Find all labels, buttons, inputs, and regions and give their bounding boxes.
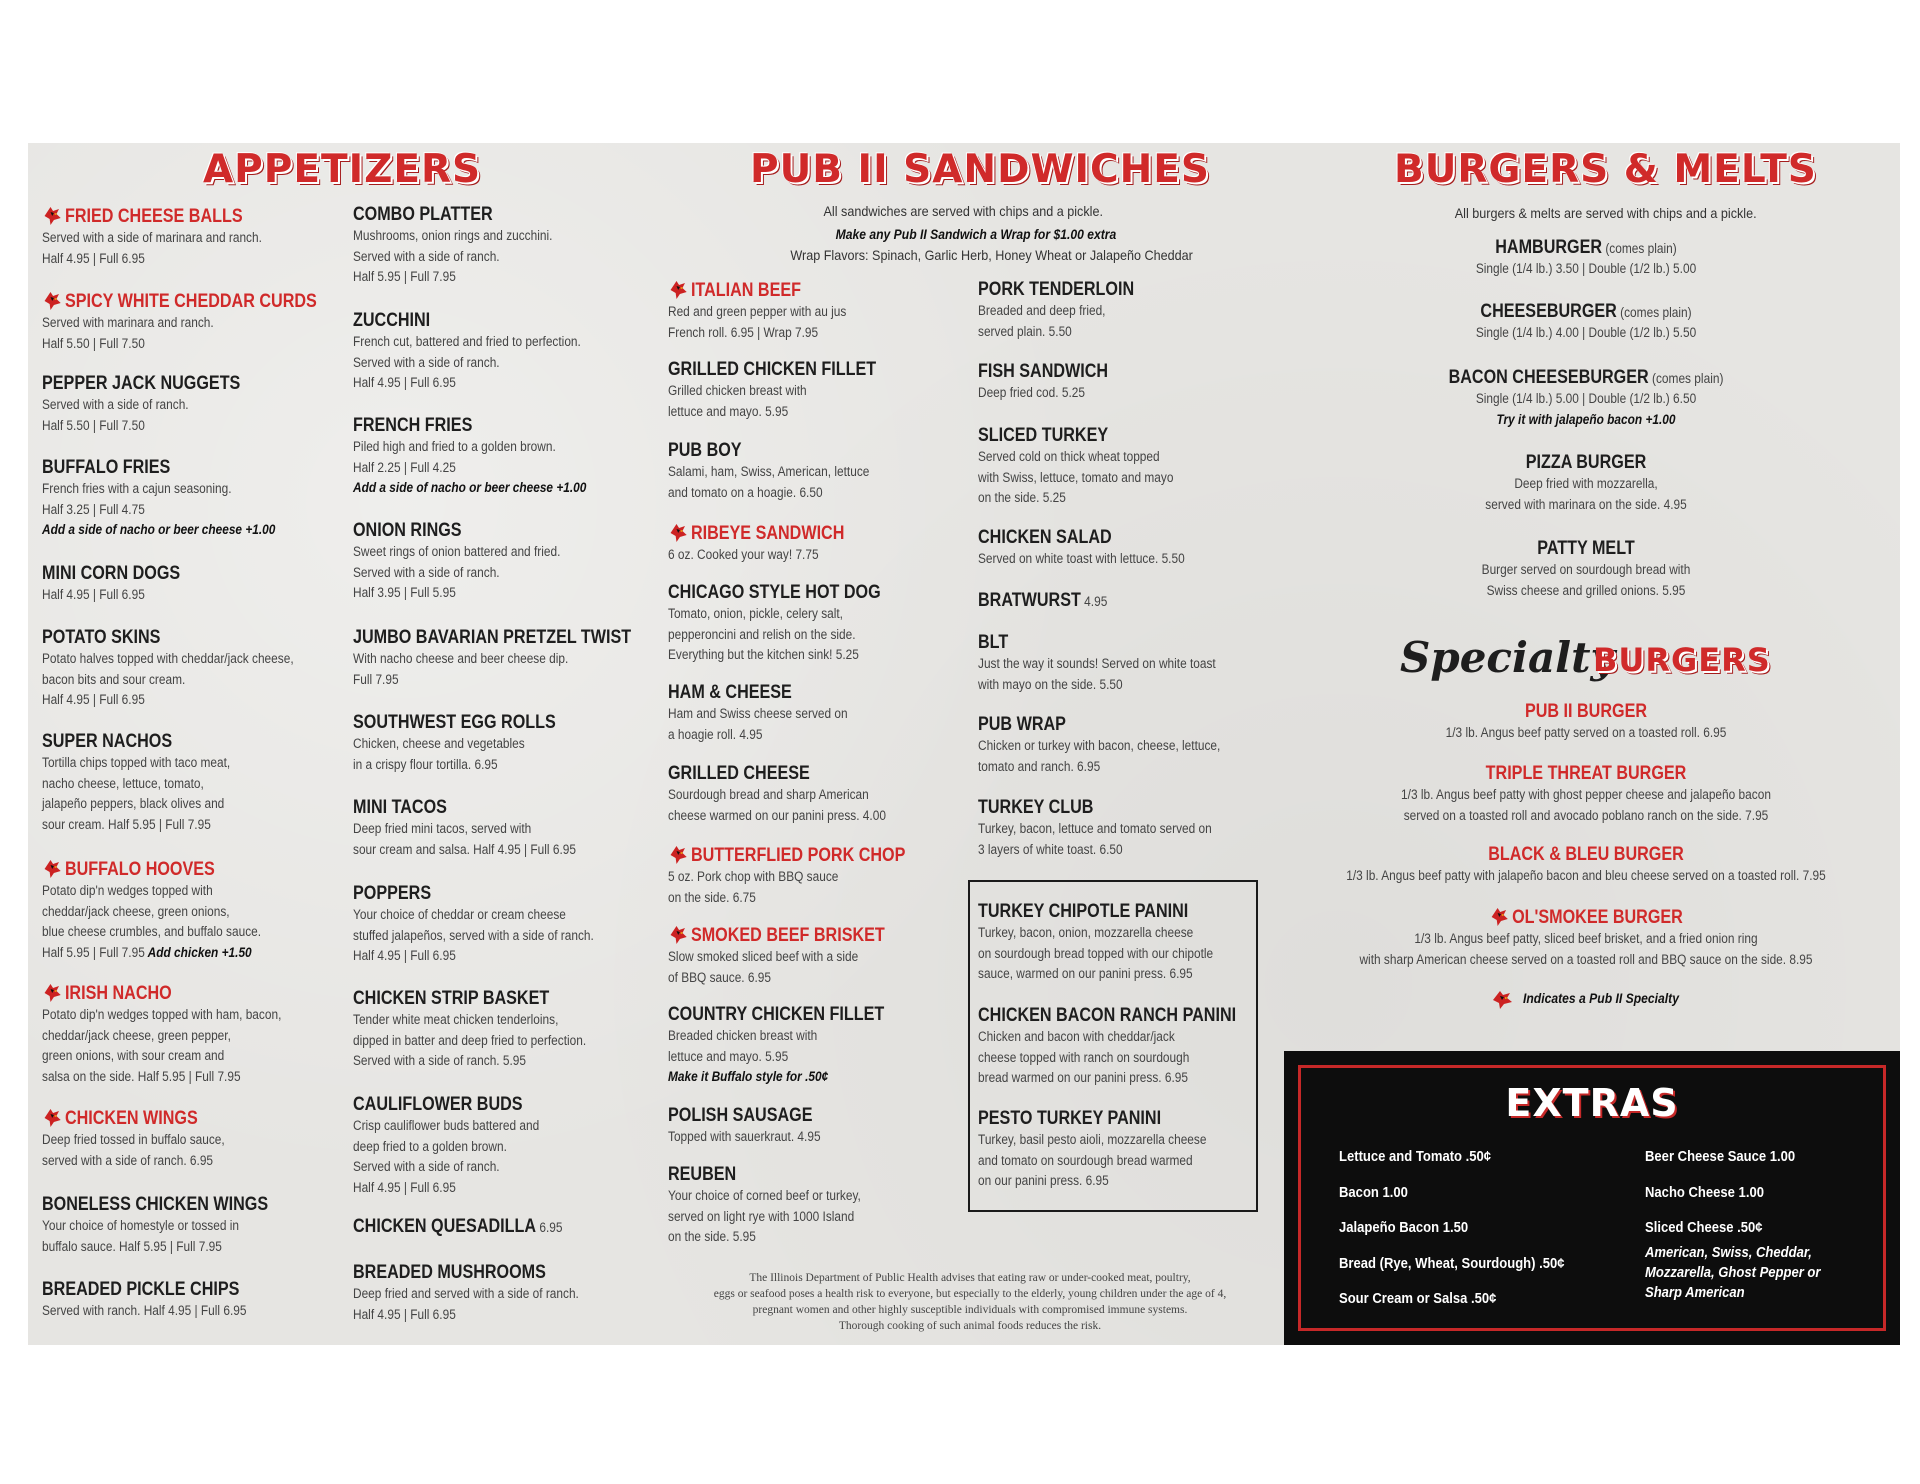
menu-item <box>353 883 627 967</box>
wrap-flavors: Wrap Flavors: Spinach, Garlic Herb, Honey Wheat or Jalapeño Cheddar <box>790 247 1193 263</box>
item-title: RIBEYE SANDWICH <box>690 523 845 544</box>
item-note: (comes plain) <box>1648 370 1724 386</box>
item-name <box>978 279 1134 301</box>
item-description: Tender white meat chicken tenderloins, dipped in batter and deep fried to perfection. Served with a side of ranch. 5.95 <box>353 1012 587 1068</box>
item-name <box>42 627 285 649</box>
item-title: PATTY MELT <box>1537 538 1635 559</box>
item-description: Served on white toast with lettuce. 5.50 <box>978 551 1185 566</box>
item-name <box>353 1216 563 1238</box>
item-name <box>1340 301 1833 323</box>
wrap-note: Make any Pub II Sandwich a Wrap for $1.00 extra <box>835 227 1117 242</box>
burgers-heading: BURGERS & MELTS <box>1394 147 1817 192</box>
cardinal-bird-icon <box>668 278 688 300</box>
item-name <box>668 582 881 604</box>
item-name <box>1340 237 1833 259</box>
item-description: Turkey, bacon, lettuce and tomato served on 3 layers of white toast. 6.50 <box>978 821 1212 857</box>
item-description: Single (1/4 lb.) 3.50 | Double (1/2 lb.) 5.00 <box>1475 261 1697 276</box>
item-description: 1/3 lb. Angus beef patty, sliced beef brisket, and a fried onion ring with sharp American cheese served on a toasted roll and BBQ sauce on the side. 8.95 <box>1359 931 1813 967</box>
item-name <box>668 521 844 545</box>
menu-item <box>668 843 947 908</box>
item-name <box>668 278 840 302</box>
item-description: Chicken and bacon with cheddar/jack cheese topped with ranch on sourdough bread warmed on our panini press. 6.95 <box>978 1029 1190 1085</box>
item-title: PUB II BURGER <box>1524 701 1648 722</box>
cheese-list: American, Swiss, Cheddar, Mozzarella, Ghost Pepper or Sharp American <box>1645 1245 1821 1301</box>
menu-item <box>668 582 918 666</box>
item-description: Just the way it sounds! Served on white toast with mayo on the side. 5.50 <box>978 656 1216 692</box>
menu-item <box>1296 844 1876 887</box>
item-name <box>353 1262 571 1284</box>
cardinal-bird-icon <box>668 521 688 543</box>
item-name <box>1340 367 1833 389</box>
item-description: Single (1/4 lb.) 5.00 | Double (1/2 lb.) 6.50 <box>1475 391 1697 406</box>
item-name <box>353 988 578 1010</box>
item-description: Chicken, cheese and vegetables in a crispy flour tortilla. 6.95 <box>353 736 525 772</box>
menu-item <box>353 520 589 604</box>
extra-item: Bacon 1.00 <box>1339 1185 1408 1201</box>
item-description: With nacho cheese and beer cheese dip. Full 7.95 <box>353 651 569 687</box>
menu-item <box>42 373 275 436</box>
menu-item <box>353 1094 565 1198</box>
specialty-burgers-title: BURGERS <box>1593 641 1771 679</box>
item-title: SMOKED BEEF BRISKET <box>690 925 885 946</box>
item-name <box>353 204 546 226</box>
menu-item <box>42 627 328 711</box>
item-description: Sourdough bread and sharp American cheese warmed on our panini press. 4.00 <box>668 787 886 823</box>
item-title: CHICKEN STRIP BASKET <box>353 988 550 1009</box>
item-title: PUB BOY <box>668 440 742 461</box>
item-title: PESTO TURKEY PANINI <box>978 1108 1162 1129</box>
cardinal-bird-icon <box>668 843 688 865</box>
item-description: Topped with sauerkraut. 4.95 <box>668 1129 821 1144</box>
item-title: PUB WRAP <box>978 714 1066 735</box>
menu-item <box>42 1194 308 1257</box>
item-description: Half 4.95 | Full 6.95 <box>42 587 145 602</box>
extra-item: Beer Cheese Sauce 1.00 <box>1645 1149 1796 1165</box>
health-disclaimer: The Illinois Department of Public Health advises that eating raw or under-cooked meat, poultry, eggs or seafood poses a health risk to everyone, but especially to the elderly, young children under the age of 4, pregnant women and other highly susceptible individuals with compromised immune systems. Thorough cooking of such animal foods reduces the risk. <box>713 1272 1227 1332</box>
item-description: Deep fried cod. 5.25 <box>978 385 1086 400</box>
item-name <box>978 1005 1236 1027</box>
cardinal-bird-icon <box>668 923 688 945</box>
item-name <box>42 857 254 881</box>
menu-item <box>353 204 580 288</box>
item-name <box>668 359 876 381</box>
item-description: Tomato, onion, pickle, celery salt, pepperoncini and relish on the side. Everything but the kitchen sink! 5.25 <box>668 606 859 662</box>
item-name <box>353 520 553 542</box>
cardinal-bird-icon <box>42 289 62 311</box>
item-name <box>668 763 879 785</box>
extra-item: Sour Cream or Salsa .50¢ <box>1339 1291 1497 1307</box>
item-title: FRENCH FRIES <box>353 415 473 436</box>
menu-item <box>42 981 314 1087</box>
menu-item <box>978 1108 1238 1192</box>
item-name <box>978 797 1204 819</box>
item-note: (comes plain) <box>1616 304 1692 320</box>
menu-item <box>42 289 365 354</box>
item-name <box>353 1094 533 1116</box>
item-description: Breaded and deep fried, served plain. 5.50 <box>978 303 1106 339</box>
item-title: COUNTRY CHICKEN FILLET <box>668 1004 885 1025</box>
item-description: Red and green pepper with au jus French roll. 6.95 | Wrap 7.95 <box>668 304 847 340</box>
item-title: OL'SMOKEE BURGER <box>1512 907 1683 928</box>
item-description: Piled high and fried to a golden brown. Half 2.25 | Full 4.25 <box>353 439 556 475</box>
menu-item <box>1296 538 1876 601</box>
item-name <box>1340 763 1833 785</box>
item-title: BUFFALO FRIES <box>42 457 171 478</box>
menu-item <box>1296 237 1876 280</box>
item-description: 6 oz. Cooked your way! 7.75 <box>668 547 819 562</box>
item-description: Potato dip'n wedges topped with ham, bacon, cheddar/jack cheese, green pepper, green onions, with sour cream and salsa on the side. Half 5.95 | Full 7.95 <box>42 1007 282 1084</box>
extra-item: Sliced Cheese .50¢ <box>1645 1220 1763 1236</box>
item-title: COMBO PLATTER <box>353 204 493 225</box>
item-name <box>668 1004 884 1026</box>
item-description: Served with ranch. Half 4.95 | Full 6.95 <box>42 1303 247 1318</box>
item-description: 1/3 lb. Angus beef patty with ghost pepper cheese and jalapeño bacon served on a toasted roll and avocado poblano ranch on the side. 7.95 <box>1401 787 1771 823</box>
item-description: 1/3 lb. Angus beef patty with jalapeño bacon and bleu cheese served on a toasted roll. 7.95 <box>1346 868 1826 883</box>
item-title: CHICKEN WINGS <box>64 1108 198 1129</box>
item-title: PORK TENDERLOIN <box>978 279 1135 300</box>
item-title: IRISH NACHO <box>64 983 172 1004</box>
item-title: GRILLED CHICKEN FILLET <box>668 359 877 380</box>
item-description: Mushrooms, onion rings and zucchini. Served with a side of ranch. Half 5.95 | Full 7.95 <box>353 228 553 284</box>
item-title: SPICY WHITE CHEDDAR CURDS <box>64 291 317 312</box>
menu-item <box>668 521 876 566</box>
item-addon: Try it with jalapeño bacon +1.00 <box>1496 411 1676 427</box>
menu-item <box>1296 452 1876 515</box>
item-note: (comes plain) <box>1602 240 1677 256</box>
item-title: ITALIAN BEEF <box>690 280 802 301</box>
item-title: POTATO SKINS <box>42 627 161 648</box>
item-title: SUPER NACHOS <box>42 731 173 752</box>
item-name <box>353 883 586 905</box>
item-title: ZUCCHINI <box>353 310 431 331</box>
cardinal-bird-icon <box>42 1106 62 1128</box>
item-title: BLT <box>978 632 1009 653</box>
item-description: Deep fried with mozzarella, served with marinara on the side. 4.95 <box>1485 476 1687 512</box>
item-name <box>978 714 1212 736</box>
item-name <box>978 590 1107 612</box>
item-title: BREADED PICKLE CHIPS <box>42 1279 240 1300</box>
item-name <box>42 373 240 395</box>
item-description: Turkey, basil pesto aioli, mozzarella cheese and tomato on sourdough bread warmed on our panini press. 6.95 <box>978 1132 1207 1188</box>
menu-item <box>353 797 606 860</box>
menu-item <box>668 1164 887 1248</box>
item-title: PEPPER JACK NUGGETS <box>42 373 241 394</box>
menu-item <box>42 857 291 963</box>
item-name <box>668 1164 854 1186</box>
extra-item: Lettuce and Tomato .50¢ <box>1339 1149 1492 1165</box>
item-title: POPPERS <box>353 883 432 904</box>
item-description: Tortilla chips topped with taco meat, nacho cheese, lettuce, tomato, jalapeño peppers, black olives and sour cream. Half 5.95 | Full 7.95 <box>42 755 231 832</box>
item-description: French fries with a cajun seasoning. Half 3.25 | Full 4.75 <box>42 481 232 517</box>
item-title: FISH SANDWICH <box>978 361 1109 382</box>
item-description: Served cold on thick wheat topped with Swiss, lettuce, tomato and mayo on the side. 5.25 <box>978 449 1174 505</box>
item-name <box>668 1105 815 1127</box>
item-price: 6.95 <box>536 1219 563 1235</box>
legend-label: Indicates a Pub II Specialty <box>1523 991 1679 1006</box>
item-name <box>42 1279 240 1301</box>
item-description: Deep fried tossed in buffalo sauce, served with a side of ranch. 6.95 <box>42 1132 225 1168</box>
menu-item <box>668 1105 841 1148</box>
item-name <box>42 563 180 585</box>
item-title: BRATWURST <box>978 590 1081 611</box>
item-description: Ham and Swiss cheese served on a hoagie roll. 4.95 <box>668 706 848 742</box>
item-name <box>668 843 905 867</box>
menu-item <box>978 714 1253 777</box>
extras-panel <box>1284 1051 1900 1345</box>
item-description: Served with a side of marinara and ranch. Half 4.95 | Full 6.95 <box>42 230 262 266</box>
menu-item <box>978 425 1200 509</box>
item-name <box>42 457 267 479</box>
menu-item <box>1296 301 1876 344</box>
item-title: BREADED MUSHROOMS <box>353 1262 546 1283</box>
appetizers-heading: APPETIZERS <box>203 147 482 192</box>
cardinal-bird-icon <box>42 857 62 879</box>
item-description: Your choice of homestyle or tossed in buffalo sauce. Half 5.95 | Full 7.95 <box>42 1218 240 1254</box>
item-title: CHEESEBURGER <box>1480 301 1617 322</box>
item-description: Single (1/4 lb.) 4.00 | Double (1/2 lb.) 5.50 <box>1475 325 1697 340</box>
item-name <box>353 415 578 437</box>
item-name <box>42 731 224 753</box>
menu-item <box>1296 905 1876 970</box>
item-name <box>1340 701 1833 723</box>
item-title: HAM & CHEESE <box>668 682 792 703</box>
item-name <box>978 361 1108 383</box>
menu-item <box>668 763 916 826</box>
menu-item <box>668 278 871 343</box>
item-title: CAULIFLOWER BUDS <box>353 1094 523 1115</box>
item-addon: Add a side of nacho or beer cheese +1.00 <box>353 480 587 495</box>
item-title: ONION RINGS <box>353 520 462 541</box>
item-title: BUTTERFLIED PORK CHOP <box>690 845 906 866</box>
item-title: BONELESS CHICKEN WINGS <box>42 1194 269 1215</box>
menu-item <box>978 527 1213 570</box>
item-name <box>668 923 885 947</box>
item-title: BUFFALO HOOVES <box>64 859 215 880</box>
cardinal-bird-icon <box>1490 988 1514 1010</box>
menu-item <box>668 923 923 988</box>
item-description: Turkey, bacon, onion, mozzarella cheese on sourdough bread topped with our chipotle sauce, warmed on our panini press. 6.95 <box>978 925 1214 981</box>
extras-title: EXTRAS <box>1505 1081 1679 1125</box>
menu-item <box>668 359 913 422</box>
item-title: TURKEY CHIPOTLE PANINI <box>978 901 1189 922</box>
item-description: Breaded chicken breast with lettuce and mayo. 5.95 <box>668 1028 818 1064</box>
menu-item <box>978 1005 1282 1089</box>
extra-item: Bread (Rye, Wheat, Sourdough) .50¢ <box>1339 1256 1565 1272</box>
item-title: SLICED TURKEY <box>978 425 1109 446</box>
item-description: Potato halves topped with cheddar/jack cheese, bacon bits and sour cream. Half 4.95 | Full 6.95 <box>42 651 294 707</box>
item-description: Grilled chicken breast with lettuce and mayo. 5.95 <box>668 383 807 419</box>
cardinal-bird-icon <box>42 204 62 226</box>
item-name <box>353 797 568 819</box>
item-name <box>978 527 1178 549</box>
menu-item <box>353 310 612 394</box>
item-description: Sweet rings of onion battered and fried. Served with a side of ranch. Half 3.95 | Full 5.95 <box>353 544 561 600</box>
item-name <box>978 632 1208 654</box>
menu-item <box>42 1106 250 1171</box>
menu-item <box>353 1216 599 1238</box>
item-title: CHICKEN BACON RANCH PANINI <box>978 1005 1237 1026</box>
menu-item <box>1296 367 1876 430</box>
item-title: HAMBURGER <box>1495 237 1603 258</box>
menu-item <box>978 632 1248 695</box>
item-description: Deep fried mini tacos, served with sour cream and salsa. Half 4.95 | Full 6.95 <box>353 821 576 857</box>
item-title: FRIED CHEESE BALLS <box>64 206 243 227</box>
item-title: PIZZA BURGER <box>1525 452 1647 473</box>
burger-note: All burgers & melts are served with chips and a pickle. <box>1454 205 1757 221</box>
menu-item <box>42 731 256 835</box>
extra-item: Jalapeño Bacon 1.50 <box>1339 1220 1469 1236</box>
item-description: Burger served on sourdough bread with Swiss cheese and grilled onions. 5.95 <box>1481 562 1691 598</box>
item-name <box>978 1108 1199 1130</box>
menu-item <box>42 1279 274 1322</box>
cardinal-bird-icon <box>42 981 62 1003</box>
item-name <box>42 981 273 1005</box>
item-description: Chicken or turkey with bacon, cheese, lettuce, tomato and ranch. 6.95 <box>978 738 1221 774</box>
item-description: Your choice of corned beef or turkey, served on light rye with 1000 Island on the side. 5.95 <box>668 1188 861 1244</box>
item-title: REUBEN <box>668 1164 737 1185</box>
item-title: CHICKEN QUESADILLA <box>353 1216 537 1237</box>
item-title: MINI CORN DOGS <box>42 563 181 584</box>
menu-item <box>42 563 205 606</box>
item-name <box>1340 452 1833 474</box>
item-title: SOUTHWEST EGG ROLLS <box>353 712 556 733</box>
item-description: Crisp cauliflower buds battered and deep fried to a golden brown. Served with a side of ranch. Half 4.95 | Full 6.95 <box>353 1118 540 1195</box>
item-name <box>1340 905 1833 929</box>
item-name <box>1340 844 1833 866</box>
item-title: BLACK & BLEU BURGER <box>1488 844 1684 865</box>
sandwich-note: All sandwiches are served with chips and a pickle. <box>823 203 1103 219</box>
item-description: Your choice of cheddar or cream cheese stuffed jalapeños, served with a side of ranch. Half 4.95 | Full 6.95 <box>353 907 594 963</box>
menu-item <box>978 590 1130 612</box>
menu-item <box>353 415 618 498</box>
item-name <box>978 425 1167 447</box>
specialty-legend <box>1490 988 1696 1010</box>
item-name <box>668 682 841 704</box>
item-title: JUMBO BAVARIAN PRETZEL TWIST <box>353 627 632 648</box>
item-price: 4.95 <box>1080 593 1108 609</box>
item-title: CHICKEN SALAD <box>978 527 1112 548</box>
item-description: Served with marinara and ranch. Half 5.50 | Full 7.50 <box>42 315 214 351</box>
item-name <box>353 310 573 332</box>
item-description: Potato dip'n wedges topped with cheddar/jack cheese, green onions, blue cheese crumbles, and buffalo sauce. Half 5.95 | Full 7.95 Add chicken +1.50 <box>42 883 262 960</box>
item-name <box>353 627 631 649</box>
menu-item <box>978 901 1245 985</box>
item-name <box>978 901 1205 923</box>
item-description: Salami, ham, Swiss, American, lettuce and tomato on a hoagie. 6.50 <box>668 464 870 500</box>
specialty-script-title: Specialty <box>1400 633 1615 682</box>
item-name <box>353 712 556 734</box>
item-addon: Make it Buffalo style for .50¢ <box>668 1069 829 1084</box>
menu-item <box>353 712 592 775</box>
menu-item <box>353 988 618 1072</box>
item-description: 5 oz. Pork chop with BBQ sauce on the side. 6.75 <box>668 869 839 905</box>
menu-item <box>668 1004 922 1087</box>
menu-item <box>978 361 1131 404</box>
extra-item: Nacho Cheese 1.00 <box>1645 1185 1764 1201</box>
item-name <box>42 289 317 313</box>
item-description: Deep fried and served with a side of ranch. Half 4.95 | Full 6.95 <box>353 1286 579 1322</box>
sandwiches-heading: PUB II SANDWICHES <box>750 147 1210 192</box>
item-description: Slow smoked sliced beef with a side of BBQ sauce. 6.95 <box>668 949 859 985</box>
item-title: GRILLED CHEESE <box>668 763 810 784</box>
item-name <box>42 1194 268 1216</box>
item-name <box>668 440 863 462</box>
item-description: Served with a side of ranch. Half 5.50 | Full 7.50 <box>42 397 189 433</box>
item-name <box>42 1106 218 1130</box>
item-title: TURKEY CLUB <box>978 797 1094 818</box>
item-description: French cut, battered and fried to perfection. Served with a side of ranch. Half 4.95 | Full 6.95 <box>353 334 581 390</box>
menu-item <box>1296 701 1876 744</box>
menu-item <box>1296 763 1876 826</box>
item-addon: Add chicken +1.50 <box>144 944 252 960</box>
item-title: POLISH SAUSAGE <box>668 1105 813 1126</box>
item-name <box>1340 538 1833 560</box>
item-title: TRIPLE THREAT BURGER <box>1485 763 1687 784</box>
menu-item <box>353 1262 610 1325</box>
item-title: BACON CHEESEBURGER <box>1448 367 1649 388</box>
menu-item <box>978 797 1244 860</box>
menu-item <box>668 440 897 503</box>
item-description: 1/3 lb. Angus beef patty served on a toasted roll. 6.95 <box>1445 725 1727 740</box>
menu-item <box>978 279 1162 342</box>
item-addon: Add a side of nacho or beer cheese +1.00 <box>42 522 276 537</box>
menu-item <box>353 627 680 690</box>
menu-item <box>668 682 872 745</box>
menu-item <box>42 457 307 540</box>
item-title: CHICAGO STYLE HOT DOG <box>668 582 881 603</box>
item-name <box>42 204 254 228</box>
cardinal-bird-icon <box>1489 905 1509 927</box>
item-title: MINI TACOS <box>353 797 447 818</box>
menu-item <box>42 204 292 269</box>
